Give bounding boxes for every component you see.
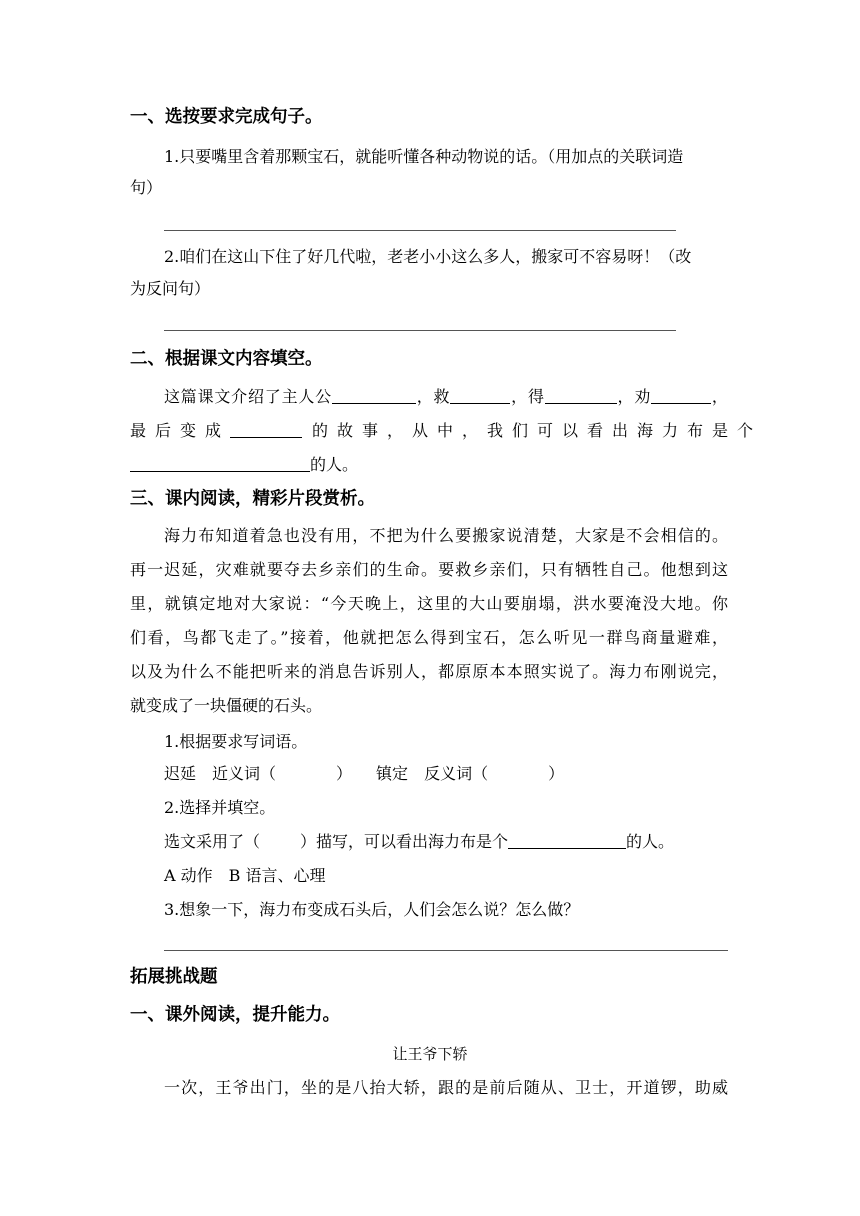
choice-blank[interactable] [260,835,300,849]
sub-question-2: 2.选择并填空。 [164,798,276,817]
synonym-blank[interactable] [276,767,336,781]
section-2-heading: 二、根据课文内容填空。 [130,349,323,369]
answer-line-1[interactable] [164,230,676,231]
passage-line-3: 里，就镇定地对大家说：“今天晚上，这里的大山要崩塌，洪水要淹没大地。你 [130,594,728,613]
choice-options: A 动作 B 语言、心理 [164,866,326,885]
sub-question-3: 3.想象一下，海力布变成石头后，人们会怎么说？怎么做？ [164,900,580,919]
antonym-blank[interactable] [488,767,548,781]
fill-text-a: 这篇课文介绍了主人公 [164,387,332,406]
passage-line-5: 以及为什么不能把听来的消息告诉别人，都原原本本照实说了。海力布刚说完， [130,662,728,681]
blank-character[interactable] [130,457,310,472]
fill-text-g: 的故事，从中，我们可以看出海力布是个 [312,421,763,440]
passage-line-6: 就变成了一块僵硬的石头。 [130,696,323,715]
blank-persuaded[interactable] [651,389,711,404]
question-2-line-1: 2.咱们在这山下住了好几代啦，老老小小这么多人，搬家可不容易呀！（改 [164,247,692,266]
blank-became[interactable] [230,423,302,438]
fill-text-b: ，救 [415,387,451,406]
story-line-1: 一次，王爷出门，坐的是八抬大轿，跟的是前后随从、卫士，开道锣，助威 [164,1078,728,1097]
sub-question-1: 1.根据要求写词语。 [164,732,308,751]
passage-line-4: 们看，鸟都飞走了。”接着，他就把怎么得到宝石，怎么听见一群鸟商量避难， [130,628,728,647]
choice-text-a: 选文采用了（ [164,832,261,851]
fill-text-c: ，得 [510,387,545,406]
choice-row [164,831,674,853]
question-1-line-1: 1.只要嘴里含着那颗宝石，就能听懂各种动物说的话。（用加点的关联词造 [164,147,684,166]
answer-line-3[interactable] [164,950,728,951]
blank-protagonist[interactable] [332,389,416,404]
blank-saved[interactable] [450,389,510,404]
character-blank[interactable] [508,834,626,849]
synonym-prompt: 近义词（ [212,764,277,783]
section-1-heading: 一、选按要求完成句子。 [130,107,323,127]
fill-text-d: ，劝 [616,387,652,406]
choice-text-b: ）描写，可以看出海力布是个 [300,832,509,851]
antonym-close: ） [548,764,565,783]
fill-line-2 [130,420,762,442]
fill-line-3 [130,454,358,476]
extension-heading: 一、课外阅读，提升能力。 [130,1005,340,1025]
extension-title: 拓展挑战题 [130,967,218,987]
story-title: 让王爷下轿 [392,1045,468,1063]
fill-text-f: 最后变成 [130,421,231,440]
word-1: 迟延 [164,764,197,783]
blank-obtained[interactable] [545,389,617,404]
passage-line-1: 海力布知道着急也没有用，不把为什么要搬家说清楚，大家是不会相信的。 [164,526,728,545]
choice-text-c: 的人。 [626,832,675,851]
antonym-prompt: 反义词（ [424,764,489,783]
fill-text-e: ， [711,387,728,406]
word-row [164,763,564,785]
fill-line-1 [164,386,728,408]
word-2: 镇定 [376,764,409,783]
answer-line-2[interactable] [164,330,676,331]
question-1-line-2: 句） [130,178,163,197]
synonym-close: ） [336,764,353,783]
fill-text-h: 的人。 [310,455,359,474]
passage-line-2: 再一迟延，灾难就要夺去乡亲们的生命。要救乡亲们，只有牺牲自己。他想到这 [130,560,728,579]
question-2-line-2: 为反问句） [130,279,211,298]
section-3-heading: 三、课内阅读，精彩片段赏析。 [130,489,375,509]
